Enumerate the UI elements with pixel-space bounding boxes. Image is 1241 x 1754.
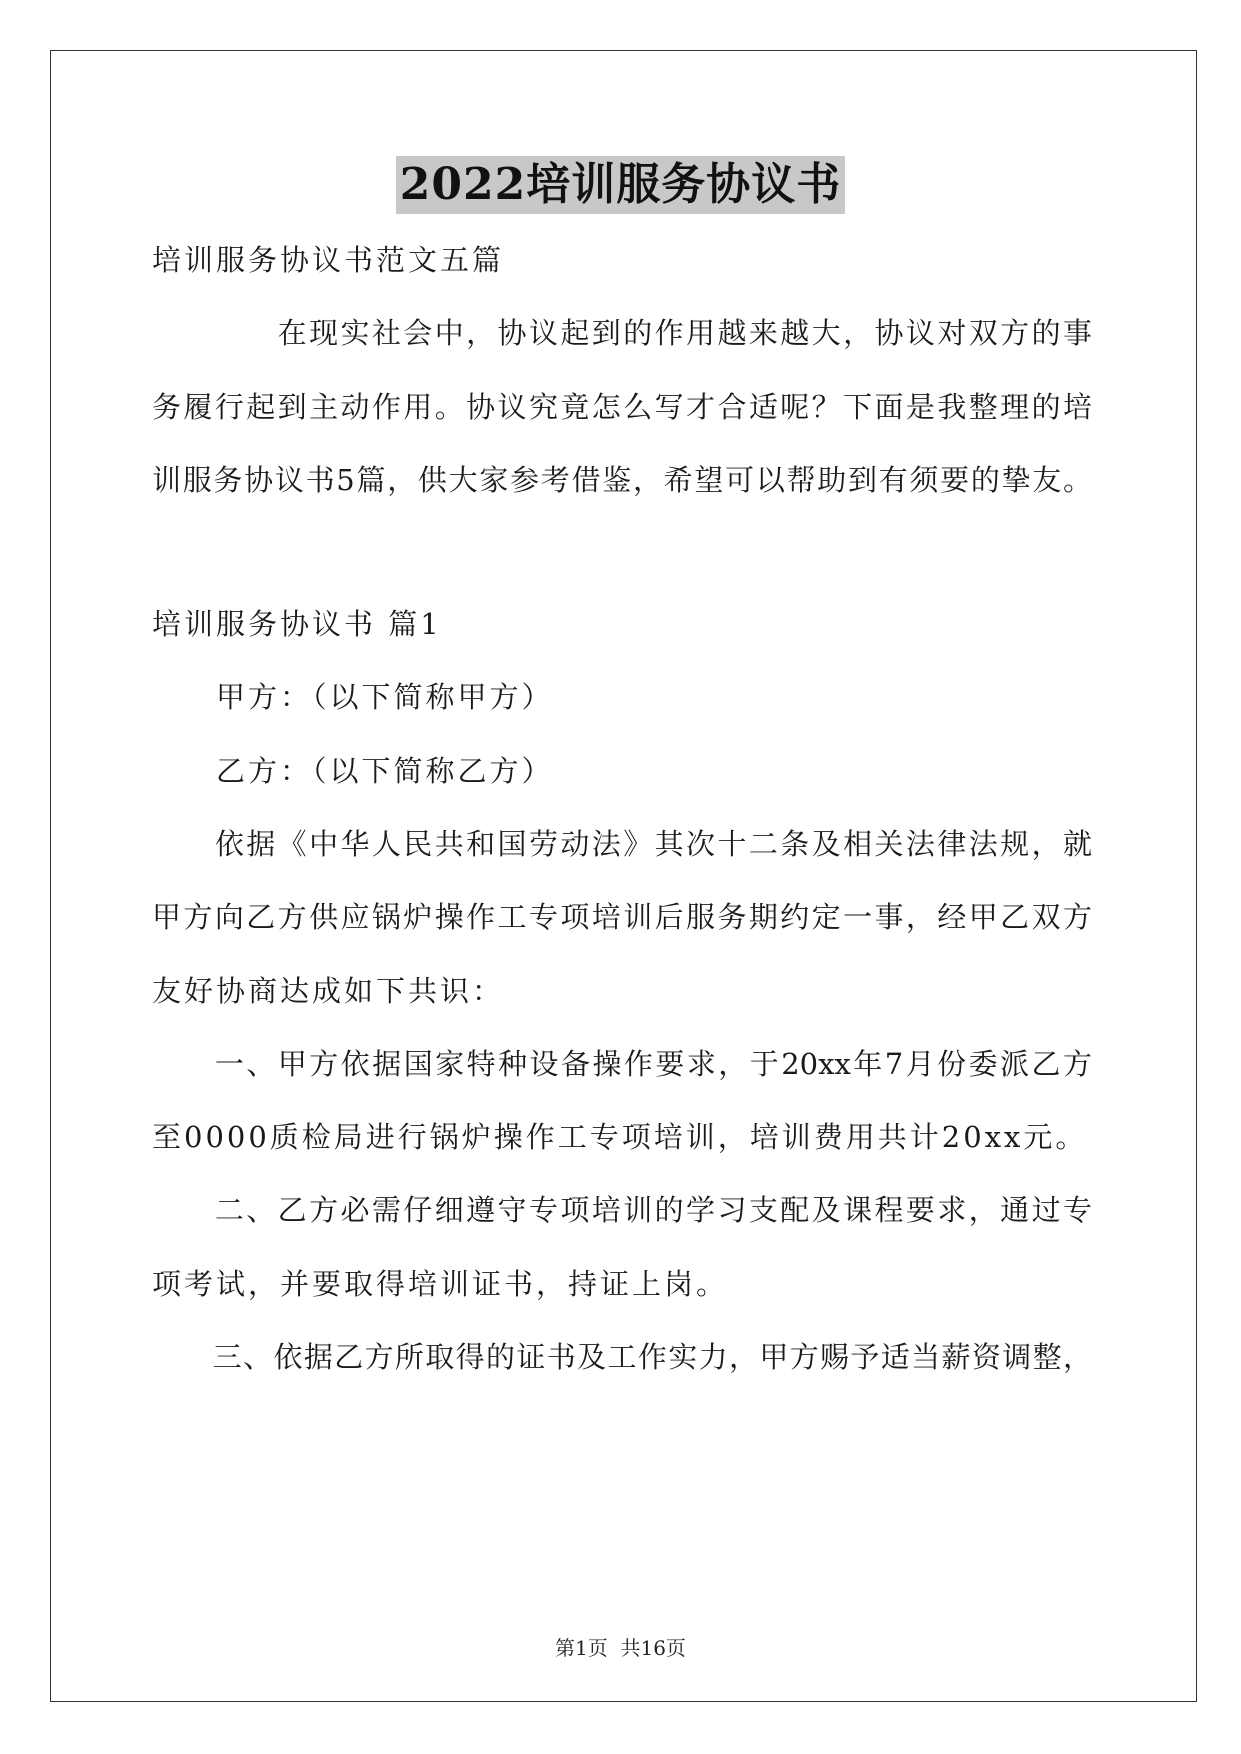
subtitle-line: 培训服务协议书范文五篇 bbox=[152, 243, 505, 277]
document-title: 2022培训服务协议书 bbox=[396, 156, 845, 214]
paragraph-line: 训服务协议书5篇，供大家参考借鉴，希望可以帮助到有须要的挚友。 bbox=[152, 463, 1092, 497]
paragraph-line: 友好协商达成如下共识： bbox=[152, 974, 505, 1008]
title-container bbox=[0, 156, 1241, 214]
party-a-line: 甲方：（以下简称甲方） bbox=[152, 680, 554, 714]
paragraph-line: 甲方向乙方供应锅炉操作工专项培训后服务期约定一事，经甲乙双方 bbox=[152, 900, 1092, 934]
party-b-line: 乙方：（以下简称乙方） bbox=[152, 754, 554, 788]
clause-line: 二、乙方必需仔细遵守专项培训的学习支配及课程要求，通过专 bbox=[152, 1193, 1092, 1227]
paragraph-line: 务履行起到主动作用。协议究竟怎么写才合适呢？下面是我整理的培 bbox=[152, 390, 1092, 424]
clause-line: 至0000质检局进行锅炉操作工专项培训，培训费用共计20xx元。 bbox=[152, 1120, 1088, 1154]
page-border bbox=[50, 50, 1197, 1702]
paragraph-line: 在现实社会中，协议起到的作用越来越大，协议对双方的事 bbox=[152, 316, 1092, 350]
clause-line: 三、依据乙方所取得的证书及工作实力，甲方赐予适当薪资调整， bbox=[152, 1340, 1092, 1374]
section-heading: 培训服务协议书 篇1 bbox=[152, 607, 442, 641]
page-number: 第1页 共16页 bbox=[555, 1636, 686, 1660]
clause-line: 一、甲方依据国家特种设备操作要求，于20xx年7月份委派乙方 bbox=[152, 1047, 1092, 1081]
paragraph-line: 依据《中华人民共和国劳动法》其次十二条及相关法律法规，就 bbox=[152, 827, 1092, 861]
clause-line: 项考试，并要取得培训证书，持证上岗。 bbox=[152, 1267, 729, 1301]
